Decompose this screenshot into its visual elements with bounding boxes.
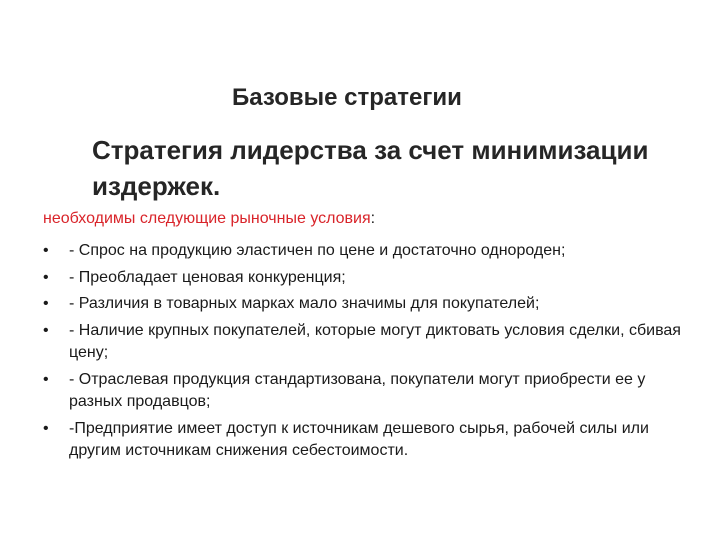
list-item	[43, 369, 683, 414]
bullet-icon: •	[43, 370, 49, 388]
list-item-text: - Преобладает ценовая конкуренция;	[69, 268, 346, 286]
bullet-icon: •	[43, 419, 49, 437]
intro-accent-text: необходимы следующие рыночные условия	[43, 210, 371, 227]
list-item	[43, 240, 683, 263]
list-item-text: - Наличие крупных покупателей, которые могут диктовать условия сделки, сбивая цену;	[69, 321, 681, 361]
list-item-text: -Предприятие имеет доступ к источникам дешевого сырья, рабочей силы или другим источникам снижения себестоимости.	[69, 419, 649, 459]
conditions-list	[43, 240, 683, 467]
list-item-text: - Различия в товарных марках мало значимы для покупателей;	[69, 295, 540, 312]
list-item-text: - Отраслевая продукция стандартизована, покупатели могут приобрести ее у разных продавцов;	[69, 370, 646, 410]
intro-line	[43, 208, 375, 230]
list-item	[43, 267, 683, 290]
slide-title: Базовые стратегии	[232, 84, 462, 111]
bullet-icon: •	[43, 321, 49, 339]
list-item	[43, 293, 683, 316]
intro-colon: :	[370, 210, 376, 227]
list-item-text: - Спрос на продукцию эластичен по цене и достаточно однороден;	[69, 242, 566, 259]
bullet-icon: •	[43, 242, 49, 259]
bullet-icon: •	[43, 295, 49, 312]
list-item	[43, 418, 683, 463]
list-item	[43, 320, 683, 365]
slide-subtitle: Стратегия лидерства за счет минимизации издержек.	[92, 135, 649, 201]
bullet-icon: •	[43, 268, 49, 286]
